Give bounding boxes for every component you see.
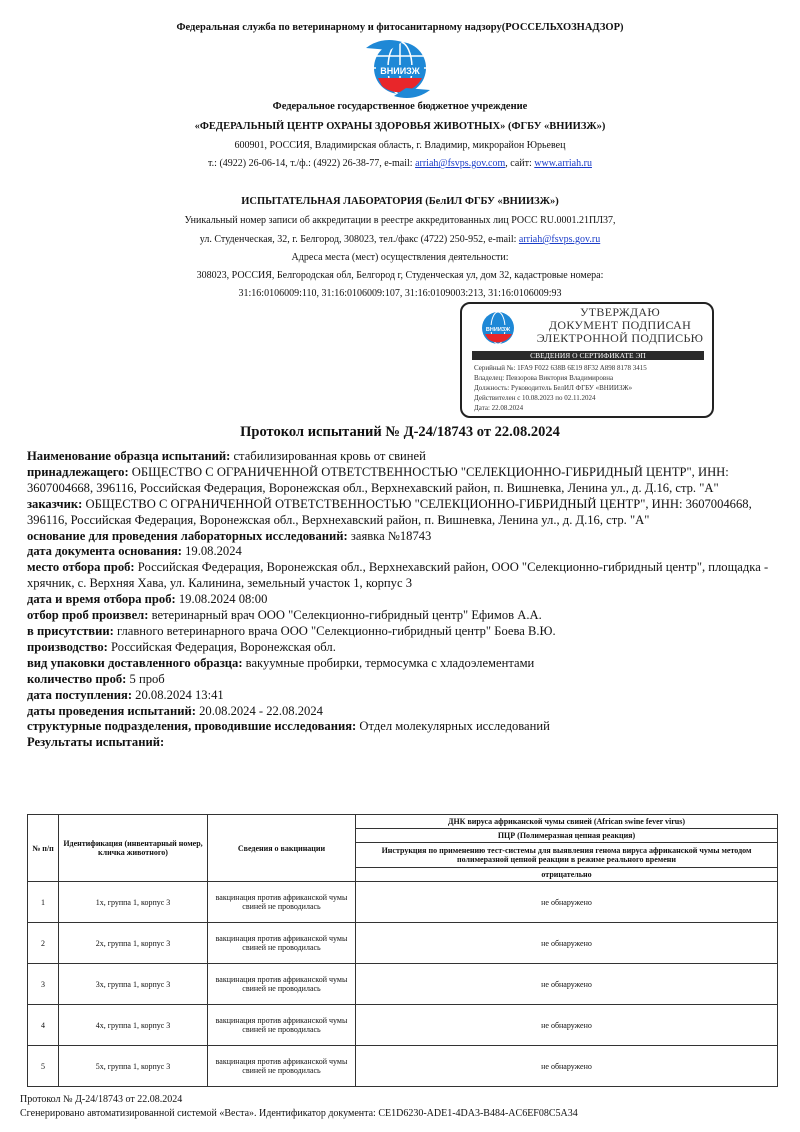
row-result: не обнаружено [356, 923, 778, 964]
field-sample-name: Наименование образца испытаний: стабилизированная кровь от свиней [27, 449, 426, 463]
stamp-owner: Владелец: Певзорова Виктория Владимировна [474, 374, 614, 382]
footer-protocol: Протокол № Д-24/18743 от 22.08.2024 [20, 1094, 183, 1105]
stamp-serial: Серийный №: 1FA9 F022 638B 6E19 8F32 A898 8178 3415 [474, 364, 647, 372]
field-production: производство: Российская Федерация, Воронежская обл. [27, 639, 336, 654]
lab-email-link[interactable]: arriah@fsvps.gov.ru [518, 234, 601, 245]
header-method: ПЦР (Полимеразная цепная реакция) [356, 829, 778, 843]
row-result: не обнаружено [356, 1046, 778, 1087]
row-vaccination: вакцинация против африканской чумы свиней не проводилась [208, 923, 356, 964]
row-identification: 1х, группа 1, корпус 3 [59, 882, 208, 923]
header-vaccination: Сведения о вакцинации [208, 815, 356, 882]
field-test-dates: даты проведения испытаний: 20.08.2024 - 22.08.2024 [27, 703, 323, 718]
field-in-presence: в присутствии: главного ветеринарного врача ООО "Селекционно-гибридный центр" Боева В.Ю. [27, 623, 556, 638]
protocol-title: Протокол испытаний № Д-24/18743 от 22.08.2024 [240, 424, 560, 440]
field-department: структурные подразделения, проводившие исследования: Отдел молекулярных исследований [27, 719, 550, 734]
sample-info [27, 449, 787, 751]
row-result: не обнаружено [356, 964, 778, 1005]
row-vaccination: вакцинация против африканской чумы свиней не проводилась [208, 882, 356, 923]
lab-activity-label: Адреса места (мест) осуществления деятельности: [291, 252, 509, 263]
field-owner: принадлежащего: ОБЩЕСТВО С ОГРАНИЧЕННОЙ ОТВЕТСТВЕННОСТЬЮ "СЕЛЕКЦИОННО-ГИБРИДНЫЙ ЦЕНТР", ИНН: 3607004668, 396116, Российская Федерация, Воронежская обл., Верхнехавский район, п. Вишневка, Ленина ул., д. Д.16, стр. "А" [27, 464, 729, 495]
row-identification: 5х, группа 1, корпус 3 [59, 1046, 208, 1087]
logo-text: ВНИИЗЖ [380, 66, 420, 76]
header-number: № п/п [28, 815, 59, 882]
header-instruction: Инструкция по применению тест-системы для выявления генома вируса африканской чумы методом полимеразной цепной реакции в режиме реального времени [356, 843, 778, 868]
stamp-validity: Действителен с 10.08.2023 по 02.11.2024 [474, 394, 596, 402]
lab-activity-address: 308023, РОССИЯ, Белгородская обл, Белгород г, Студенческая ул, дом 32, кадастровые номера: [196, 270, 604, 281]
header-identification: Идентификация (инвентарный номер, кличка животного) [59, 815, 208, 882]
field-basis-date: дата документа основания: 19.08.2024 [27, 544, 242, 559]
field-basis: основание для проведения лабораторных исследований: заявка №18743 [27, 528, 432, 543]
org-type: Федеральное государственное бюджетное учреждение [272, 101, 528, 112]
agency-header: Федеральная служба по ветеринарному и фитосанитарному надзору(РОССЕЛЬХОЗНАДЗОР) [176, 22, 624, 33]
row-number: 3 [28, 964, 59, 1005]
org-email-link[interactable]: arriah@fsvps.gov.com [415, 158, 506, 169]
row-identification: 3х, группа 1, корпус 3 [59, 964, 208, 1005]
table-row [28, 923, 778, 964]
row-vaccination: вакцинация против африканской чумы свиней не проводилась [208, 1046, 356, 1087]
stamp-logo-icon [476, 310, 520, 346]
stamp-line-electronic: ЭЛЕКТРОННОЙ ПОДПИСЬЮ [536, 331, 704, 345]
stamp-title [532, 306, 708, 345]
org-site-link[interactable]: www.arriah.ru [534, 158, 592, 169]
row-identification: 2х, группа 1, корпус 3 [59, 923, 208, 964]
row-identification: 4х, группа 1, корпус 3 [59, 1005, 208, 1046]
row-number: 1 [28, 882, 59, 923]
vniizzh-logo-icon [362, 38, 434, 100]
footer-generated: Сгенерировано автоматизированной системой «Веста». Идентификатор документа: CE1D6230-ADE1-4DA3-B484-AC6EF08C5A34 [20, 1108, 578, 1119]
row-number: 5 [28, 1046, 59, 1087]
org-name: «ФЕДЕРАЛЬНЫЙ ЦЕНТР ОХРАНЫ ЗДОРОВЬЯ ЖИВОТНЫХ» (ФГБУ «ВНИИЗЖ») [194, 121, 606, 132]
lab-address-text: ул. Студенческая, 32, г. Белгород, 308023, тел./факс (4722) 250-952, e-mail: [199, 234, 519, 245]
results-table [27, 814, 778, 1087]
org-contacts [0, 158, 800, 169]
table-row [28, 1046, 778, 1087]
stamp-position: Должность: Руководитель БелИЛ ФГБУ «ВНИИЗЖ» [474, 384, 633, 392]
field-sampling-place: место отбора проб: Российская Федерация, Воронежская обл., Верхнехавский район, ООО "Селекционно-гибридный центр", площадка - хрячник, с. Верхняя Хава, ул. Калинина, земельный участок 1, корпус 3 [27, 560, 769, 591]
field-customer: заказчик: ОБЩЕСТВО С ОГРАНИЧЕННОЙ ОТВЕТСТВЕННОСТЬЮ "СЕЛЕКЦИОННО-ГИБРИДНЫЙ ЦЕНТР", ИНН: 3607004668, 396116, Российская Федерация, Воронежская обл., Верхнехавский район, п. Вишневка, Ленина ул., д. Д.16, стр. "А" [27, 496, 752, 527]
field-packaging: вид упаковки доставленного образца: вакуумные пробирки, термосумка с хладоэлементами [27, 655, 535, 670]
table-row [28, 1005, 778, 1046]
stamp-line-signed: ДОКУМЕНТ ПОДПИСАН [548, 318, 692, 332]
row-vaccination: вакцинация против африканской чумы свиней не проводилась [208, 1005, 356, 1046]
table-row [28, 882, 778, 923]
results-heading: Результаты испытаний: [27, 735, 165, 750]
field-sampled-by: отбор проб произвел: ветеринарный врач ООО "Селекционно-гибридный центр" Ефимов А.А. [27, 608, 542, 623]
table-row [28, 964, 778, 1005]
row-number: 2 [28, 923, 59, 964]
org-site-label: , сайт: [505, 158, 535, 169]
header-norm: отрицательно [356, 868, 778, 882]
lab-cadastral: 31:16:0106009:110, 31:16:0106009:107, 31:16:0109003:213, 31:16:0106009:93 [238, 288, 562, 299]
field-sample-count: количество проб: 5 проб [27, 671, 165, 686]
stamp-line-approve: УТВЕРЖДАЮ [579, 305, 661, 319]
row-vaccination: вакцинация против африканской чумы свиней не проводилась [208, 964, 356, 1005]
lab-address [0, 234, 800, 245]
row-result: не обнаружено [356, 882, 778, 923]
field-received-date: дата поступления: 20.08.2024 13:41 [27, 687, 224, 702]
lab-accreditation: Уникальный номер записи об аккредитации в реестре аккредитованных лиц РОСС RU.0001.21ПЛ37, [184, 215, 616, 226]
header-target: ДНК вируса африканской чумы свиней (African swine fever virus) [356, 815, 778, 829]
row-result: не обнаружено [356, 1005, 778, 1046]
org-address: 600901, РОССИЯ, Владимирская область, г. Владимир, микрорайон Юрьевец [234, 140, 566, 151]
field-sampling-datetime: дата и время отбора проб: 19.08.2024 08:00 [27, 592, 268, 607]
row-number: 4 [28, 1005, 59, 1046]
stamp-cert-bar: СВЕДЕНИЯ О СЕРТИФИКАТЕ ЭП [472, 351, 704, 360]
stamp-logo-text: ВНИИЗЖ [485, 327, 511, 333]
e-signature-stamp [460, 302, 714, 418]
org-phones: т.: (4922) 26-06-14, т./ф.: (4922) 26-38-77, e-mail: [208, 158, 416, 169]
stamp-date: Дата: 22.08.2024 [474, 404, 524, 412]
lab-name: ИСПЫТАТЕЛЬНАЯ ЛАБОРАТОРИЯ (БелИЛ ФГБУ «ВНИИЗЖ») [241, 196, 559, 207]
